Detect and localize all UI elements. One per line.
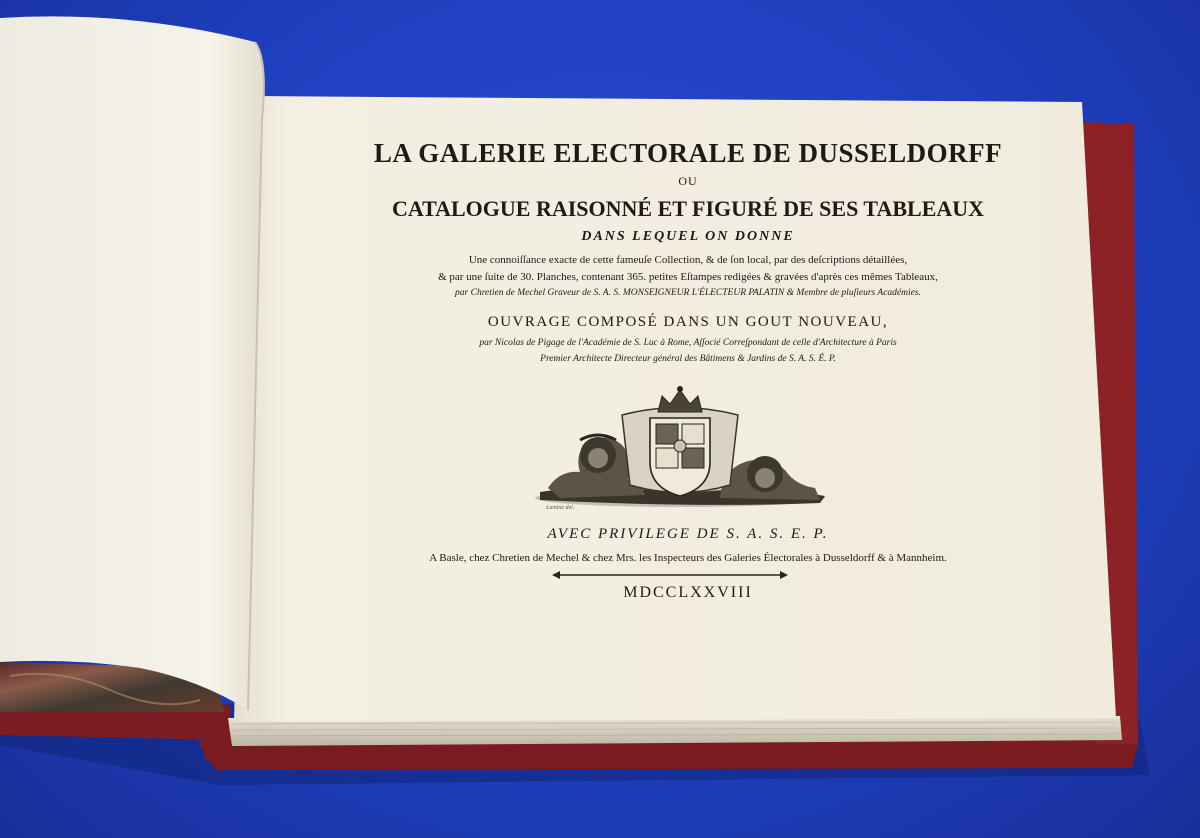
publication-date: MDCCLXXVIII — [623, 584, 753, 601]
architect-credit-1: par Nicolas de Pigage de l'Académie de S. Luc à Rome, Aſſocié Correſpondant de celle d'Architecture à Paris — [479, 338, 897, 348]
cover-bottom — [198, 742, 1138, 770]
conjunction-ou: OU — [678, 174, 698, 188]
book-subtitle: CATALOGUE RAISONNÉ ET FIGURÉ DE SES TABLEAUX — [391, 196, 985, 221]
dans-lequel-line: DANS LEQUEL ON DONNE — [581, 229, 795, 244]
engraver-credit: par Chretien de Mechel Graveur de S. A. S. MONSEIGNEUR L'ÉLECTEUR PALATIN & Membre de pluſieurs Académies. — [455, 288, 921, 298]
imprint-line: A Basle, chez Chretien de Mechel & chez Mrs. les Inspecteurs des Galeries Électorales à Dusseldorff & à Mannheim. — [429, 552, 947, 564]
title-page — [262, 96, 1114, 726]
ouvrage-heading: OUVRAGE COMPOSÉ DANS UN GOUT NOUVEAU, — [487, 314, 889, 330]
privilege-line: AVEC PRIVILEGE DE S. A. S. E. P. — [547, 526, 829, 542]
description-line-2: & par une ſuite de 30. Planches, contenant 365. petites Eſtampes redigées & gravées d'après ces mêmes Tableaux, — [438, 271, 938, 283]
description-line-1: Une connoiſſance exacte de cette fameuſe Collection, & de ſon local, par des deſcriptions détaillées, — [468, 254, 908, 266]
engraver-signature: Lamine del. — [546, 505, 575, 511]
left-page — [0, 16, 264, 710]
book-title: LA GALERIE ELECTORALE DE DUSSELDORFF — [373, 138, 1003, 168]
architect-credit-2: Premier Architecte Directeur général des Bâtimens & Jardins de S. A. S. É. P. — [540, 354, 836, 364]
